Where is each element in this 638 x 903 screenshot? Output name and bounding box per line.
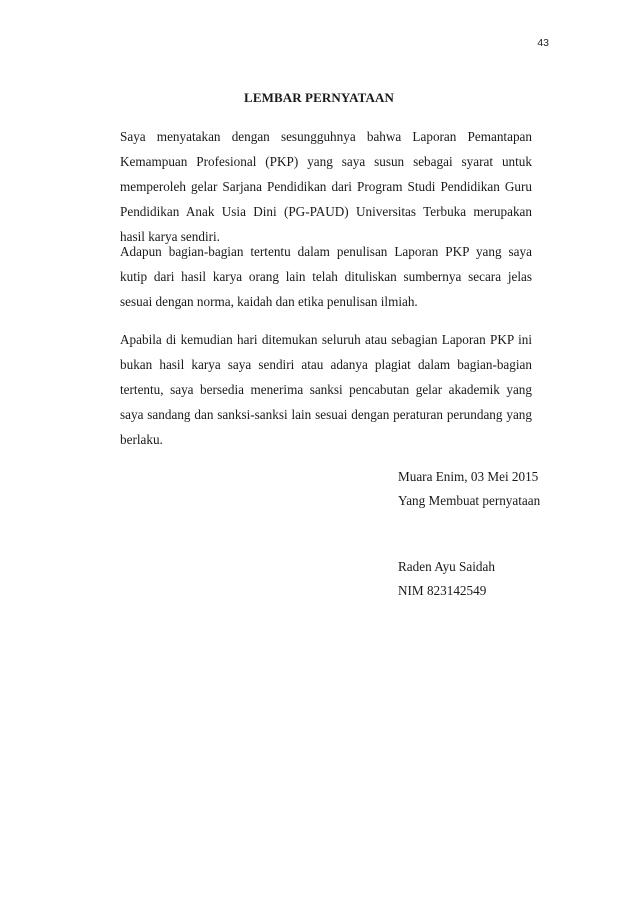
signature-role: Yang Membuat pernyataan (398, 493, 541, 508)
document-title: LEMBAR PERNYATAAN (244, 90, 394, 105)
signer-name: Raden Ayu Saidah (398, 559, 495, 574)
statement-paragraph-1: Saya menyatakan dengan sesungguhnya bahwa Laporan Pemantapan Kemampuan Profesional (PKP) yang saya susun sebagai syarat untuk memperoleh gelar Sarjana Pendidikan dari Program Studi Pendidikan Guru Pendidikan Anak Usia Dini (PG-PAUD) Universitas Terbuka merupakan hasil karya sendiri. (120, 129, 532, 244)
statement-paragraph-2: Adapun bagian-bagian tertentu dalam penulisan Laporan PKP yang saya kutip dari hasil karya orang lain telah dituliskan sumbernya secara jelas sesuai dengan norma, kaidah dan etika penulisan ilmiah. (120, 244, 532, 309)
page-number: 43 (537, 37, 549, 49)
statement-paragraph-3: Apabila di kemudian hari ditemukan seluruh atau sebagian Laporan PKP ini bukan hasil karya saya sendiri atau adanya plagiat dalam bagian-bagian tertentu, saya bersedia menerima sanksi pencabutan gelar akademik yang saya sandang dan sanksi-sanksi lain sesuai dengan peraturan perundang yang berlaku. (120, 332, 532, 447)
signer-nim: NIM 823142549 (398, 583, 487, 598)
signature-place-date: Muara Enim, 03 Mei 2015 (398, 469, 539, 484)
